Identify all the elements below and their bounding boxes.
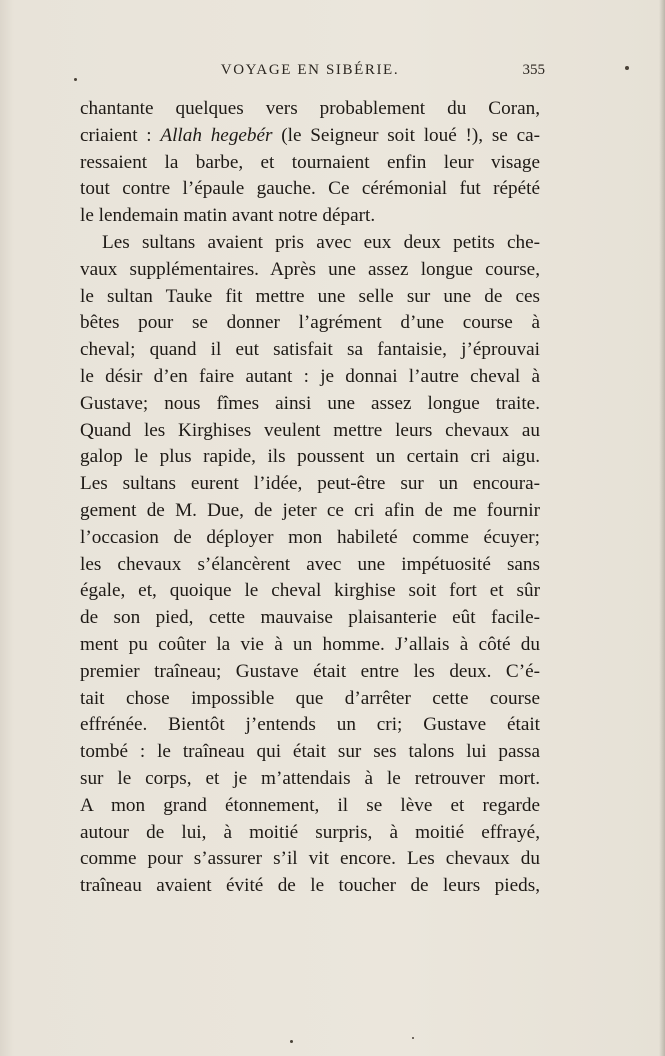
text-line: gement de M. Due, de jeter ce cri afin de me fournir (80, 499, 540, 521)
paper-speck (74, 78, 77, 81)
page-number: 355 (522, 62, 545, 78)
text-line: l’occasion de déployer mon habileté comme écuyer; (80, 526, 540, 548)
text-line: comme pour s’assurer s’il vit encore. Les chevaux du (80, 848, 540, 870)
running-header (80, 62, 545, 84)
paper-speck (625, 66, 629, 70)
paragraph-first-line: Les sultans avaient pris avec eux deux petits che- (102, 231, 540, 253)
text-line: tombé : le traîneau qui était sur ses talons lui passa (80, 741, 540, 763)
text-line: les chevaux s’élancèrent avec une impétuosité sans (80, 553, 540, 575)
text-line: bêtes pour se donner l’agrément d’une course à (80, 312, 540, 334)
text-line: vaux supplémentaires. Après une assez longue course, (80, 258, 540, 280)
text-segment: (le Seigneur soit loué !), se ca- (272, 124, 540, 146)
text-line: sur le corps, et je m’attendais à le retrouver mort. (80, 767, 540, 789)
text-line: le désir d’en faire autant : je donnai l’autre cheval à (80, 365, 540, 387)
paper-speck (290, 1040, 293, 1043)
text-line: autour de lui, à moitié surpris, à moitié effrayé, (80, 821, 540, 843)
text-line: galop le plus rapide, ils poussent un certain cri aigu. (80, 446, 540, 468)
text-line: de son pied, cette mauvaise plaisanterie eût facile- (80, 607, 540, 629)
text-line: Les sultans eurent l’idée, peut-être sur un encoura- (80, 473, 540, 495)
text-line: effrénée. Bientôt j’entends un cri; Gustave était (80, 714, 540, 736)
text-line: premier traîneau; Gustave était entre les deux. C’é- (80, 660, 540, 682)
text-line: le lendemain matin avant notre départ. (80, 205, 376, 227)
text-line: tout contre l’épaule gauche. Ce cérémonial fut répété (80, 178, 540, 200)
text-segment: criaient : (80, 124, 161, 146)
body-text (80, 96, 540, 900)
running-title: VOYAGE EN SIBÉRIE. (220, 62, 400, 78)
text-line: Quand les Kirghises veulent mettre leurs chevaux au (80, 419, 540, 441)
text-line: le sultan Tauke fit mettre une selle sur une de ces (80, 285, 540, 307)
italic-phrase: Allah hegebér (160, 124, 273, 146)
text-line: chantante quelques vers probablement du Coran, (80, 98, 540, 119)
text-line: égale, et, quoique le cheval kirghise soit fort et sûr (80, 580, 540, 602)
text-line: Gustave; nous fîmes ainsi une assez longue traite. (80, 392, 540, 414)
text-line: tait chose impossible que d’arrêter cette course (80, 687, 540, 709)
page-edge-shadow (659, 0, 665, 1056)
text-line: ment pu coûter la vie à un homme. J’allais à côté du (80, 633, 540, 655)
text-line: cheval; quand il eut satisfait sa fantaisie, j’éprouvai (80, 339, 540, 361)
text-line: A mon grand étonnement, il se lève et regarde (80, 794, 540, 816)
text-line: ressaient la barbe, et tournaient enfin leur visage (80, 151, 540, 173)
text-line (80, 123, 540, 150)
text-line: traîneau avaient évité de le toucher de leurs pieds, (80, 875, 540, 897)
paper-speck (412, 1037, 414, 1039)
